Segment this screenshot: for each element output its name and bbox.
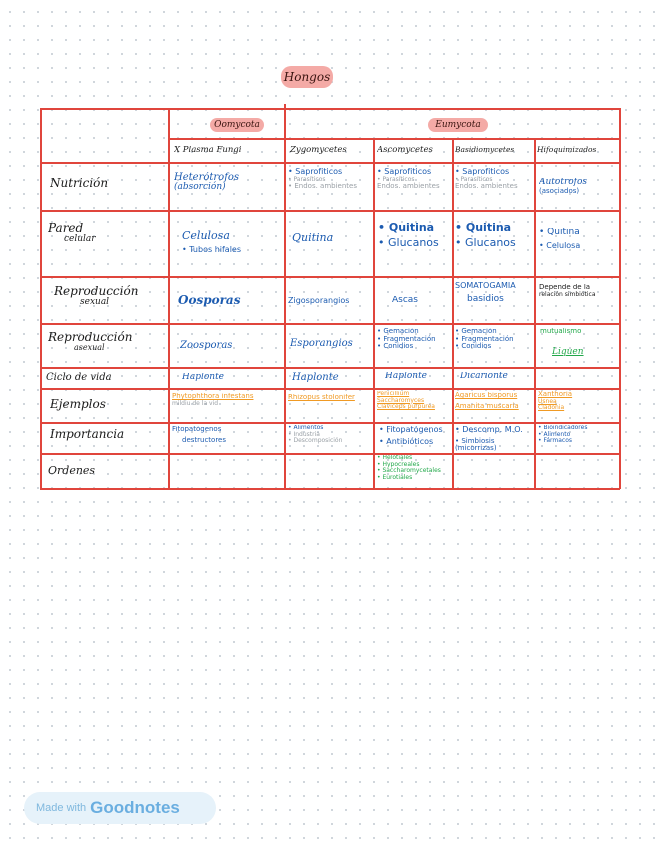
table-divider: [168, 108, 170, 489]
cell-nutricion-asco: • Saprofíticos • Parasíticos Endos. ambientes: [377, 168, 440, 191]
col-header-liquenizados: Hifoquimizados: [537, 146, 597, 154]
cell-repro-asexual-basidio: • Gemación • Fragmentación • Conidios: [455, 328, 514, 351]
table-divider: [40, 422, 620, 424]
cell-repro-asexual-asco: • Gemación • Fragmentación • Conidios: [377, 328, 436, 351]
cell-repro-asexual-plasma: Zoosporas: [180, 340, 233, 351]
row-label-ejemplos: Ejemplos: [50, 398, 106, 411]
cell-nutricion-basidio: • Saprofíticos • Parasíticos Endos. ambientes: [455, 168, 518, 191]
cell-nutricion-zygo: • Saprofíticos • Parasíticos • Endos. ambientes: [288, 168, 357, 191]
cell-repro-sexual-zygo: Zigosporangios: [288, 297, 350, 305]
col-header-zygomycetes: Zygomycetes: [290, 146, 347, 155]
header-oomycota: Oomycota: [210, 118, 264, 132]
cell-ejemplos-asco: Penicillium Saccharomyces Claviceps purpurea: [377, 391, 435, 411]
cell-importancia-zygo: • Alimentos • Industria • Descomposición: [288, 425, 343, 445]
col-header-basidiomycetes: Basidiomycetes: [455, 146, 515, 154]
made-with-goodnotes-badge[interactable]: [24, 792, 216, 824]
cell-pared-basidio: • Quitina • Glucanos: [455, 222, 516, 250]
cell-repro-asexual-zygo: Esporangios: [290, 338, 353, 349]
table-divider: [284, 104, 286, 489]
cell-pared-plasma: Celulosa • Tubos hifales: [182, 230, 242, 255]
row-label-importancia: Importancia: [50, 428, 125, 441]
cell-ciclo-basidio: Dicarionte: [460, 372, 508, 381]
cell-importancia-liquen: • Bioindicadores • Alimento • Fármacos: [538, 425, 588, 445]
row-label-repro-sexual: Reproducción sexual: [54, 285, 139, 308]
table-divider: [40, 323, 620, 325]
cell-repro-sexual-plasma: Oosporas: [178, 294, 241, 307]
cell-repro-sexual-asco: Ascas: [392, 296, 418, 305]
cell-importancia-basidio: • Descomp. M.O. • Simbiosis (micorrizas): [455, 426, 523, 453]
row-label-ciclo-de-vida: Ciclo de vida: [46, 372, 112, 383]
cell-nutricion-liquen: Autótrofos (asociados): [539, 178, 588, 195]
col-header-plasma-fungi: X Plasma Fungi: [174, 146, 242, 155]
page-title: Hongos: [281, 66, 333, 88]
col-header-ascomycetes: Ascomycetes: [377, 146, 433, 155]
cell-importancia-asco: • Fitopatógenos • Antibióticos: [379, 426, 443, 446]
cell-ordenes-asco: • Helotiales • Hypocreales • Saccharomycetales • Eurotiales: [377, 455, 441, 481]
cell-repro-sexual-liquen: Depende de la relación simbiótica: [539, 284, 596, 298]
cell-repro-sexual-basidio: SOMATOGAMIA basidios: [455, 282, 516, 304]
cell-nutricion-plasma: Heterótrofos (absorción): [174, 172, 240, 192]
table-divider: [168, 138, 620, 140]
row-label-repro-asexual: Reproducción asexual: [48, 331, 133, 353]
row-label-pared-celular: Pared celular: [48, 222, 96, 245]
table-divider: [40, 388, 620, 390]
row-label-ordenes: Ordenes: [48, 465, 96, 477]
table-divider: [40, 210, 620, 212]
table-divider: [40, 453, 620, 455]
table-border-top: [40, 108, 620, 110]
cell-pared-asco: • Quitina • Glucanos: [378, 222, 439, 250]
table-divider: [373, 138, 375, 489]
cell-ejemplos-basidio: Agaricus bisporus Amanita muscaria: [455, 392, 519, 410]
table-border-bottom: [40, 488, 620, 490]
table-divider: [40, 367, 620, 369]
table-border-right: [619, 108, 621, 489]
goodnotes-logo: Goodnotes: [90, 798, 180, 817]
table-divider: [40, 162, 620, 164]
cell-ejemplos-zygo: Rhizopus stolonifer: [288, 394, 355, 401]
cell-ejemplos-plasma: Phytophthora infestans mildiu de la vid: [172, 393, 254, 407]
table-border-left: [40, 108, 42, 489]
cell-pared-zygo: Quitina: [292, 232, 334, 244]
cell-pared-liquen: • Quitina • Celulosa: [539, 228, 581, 250]
badge-prefix: Made with: [36, 802, 87, 814]
cell-repro-asexual-liquen: mutualismo Liquen: [540, 328, 584, 357]
table-divider: [40, 276, 620, 278]
cell-ciclo-plasma: Haplonte: [182, 373, 225, 382]
cell-ejemplos-liquen: Xanthoria Usnea Cladonia: [538, 391, 573, 412]
cell-importancia-plasma: Fitopatógenos destructores: [172, 426, 227, 444]
cell-ciclo-asco: Haplonte: [385, 372, 428, 381]
row-label-nutricion: Nutrición: [50, 177, 109, 190]
cell-ciclo-zygo: Haplonte: [292, 372, 339, 383]
header-eumycota: Eumycota: [428, 118, 488, 132]
table-divider: [534, 138, 536, 489]
table-divider: [452, 138, 454, 489]
